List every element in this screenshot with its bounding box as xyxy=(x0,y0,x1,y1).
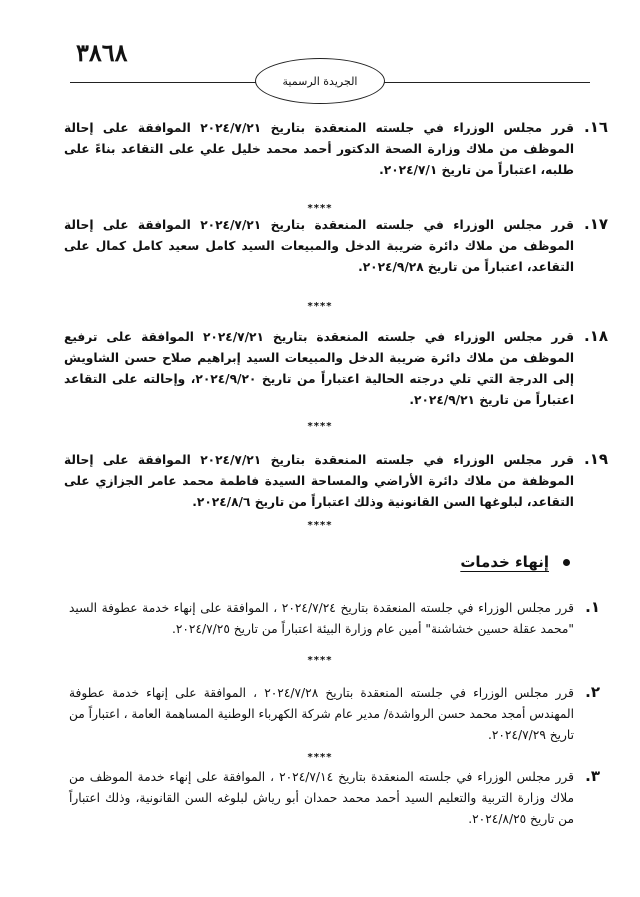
separator: **** xyxy=(307,421,333,432)
termination-text: قرر مجلس الوزراء في جلسته المنعقدة بتاريخ ٢٠٢٤/٧/٢٤ ، الموافقة على إنهاء خدمة عطوفة السيد "محمد عقلة حسين خشاشنة" أمين عام وزارة البيئة اعتباراً من تاريخ ٢٠٢٤/٧/٢٥. xyxy=(69,601,574,636)
decision-text: قرر مجلس الوزراء في جلسته المنعقدة بتاريخ ٢٠٢٤/٧/٢١ الموافقة على إحالة الموظفة من ملاك دائرة الأراضي والمساحة السيدة فاطمة محمد عامر الجزازي على التقاعد، لبلوغها السن القانونية وذلك اعتباراً من تاريخ ٢٠٢٤/٨/٦. xyxy=(64,453,574,509)
termination-text: قرر مجلس الوزراء في جلسته المنعقدة بتاريخ ٢٠٢٤/٧/٢٨ ، الموافقة على إنهاء خدمة عطوفة المهندس أمجد محمد حسن الرواشدة/ مدير عام شركة الكهرباء الوطنية المساهمة العامة ، اعتباراً من تاريخ ٢٠٢٤/٧/٢٩. xyxy=(69,686,574,742)
termination-item xyxy=(69,598,600,640)
section-heading xyxy=(460,553,570,571)
termination-number: ٢. xyxy=(585,683,600,701)
termination-text: قرر مجلس الوزراء في جلسته المنعقدة بتاريخ ٢٠٢٤/٧/١٤ ، الموافقة على إنهاء خدمة الموظف من ملاك وزارة التربية والتعليم السيد أحمد محمد حمدان أبو رياش لبلوغه السن القانونية، وذلك اعتباراً من تاريخ ٢٠٢٤/٨/٢٥. xyxy=(69,770,574,826)
decision-number: ١٩. xyxy=(583,450,608,468)
separator: **** xyxy=(307,655,333,666)
decision-text: قرر مجلس الوزراء في جلسته المنعقدة بتاريخ ٢٠٢٤/٧/٢١ الموافقة على إحالة الموظف من ملاك وزارة الصحة الدكتور أحمد محمد خليل علي على التقاعد بناءً على طلبه، اعتباراً من تاريخ ٢٠٢٤/٧/١. xyxy=(64,121,574,177)
decision-item xyxy=(64,450,608,513)
decision-text: قرر مجلس الوزراء في جلسته المنعقدة بتاريخ ٢٠٢٤/٧/٢١ الموافقة على ترفيع الموظف من ملاك دائرة ضريبة الدخل والمبيعات السيد إبراهيم صلاح حسن الشاويش إلى الدرجة التي تلي درجته الحالية اعتباراً من تاريخ ٢٠٢٤/٩/٢٠، وإحالته على التقاعد اعتباراً من تاريخ ٢٠٢٤/٩/٢١. xyxy=(64,330,574,407)
decision-item xyxy=(64,327,608,411)
bullet-icon xyxy=(563,559,570,566)
section-title: إنهاء خدمات xyxy=(460,553,549,571)
gazette-title-oval xyxy=(255,58,385,104)
termination-number: ٣. xyxy=(585,767,600,785)
separator: **** xyxy=(307,301,333,312)
separator: **** xyxy=(307,520,333,531)
termination-item xyxy=(69,767,600,830)
termination-item xyxy=(69,683,600,746)
separator: **** xyxy=(307,752,333,763)
separator: **** xyxy=(307,203,333,214)
termination-number: ١. xyxy=(585,598,600,616)
decision-item xyxy=(64,215,608,278)
page-number: ٣٨٦٨ xyxy=(76,38,128,67)
decision-number: ١٧. xyxy=(583,215,608,233)
decision-number: ١٦. xyxy=(583,118,608,136)
decision-number: ١٨. xyxy=(583,327,608,345)
decision-item xyxy=(64,118,608,181)
decision-text: قرر مجلس الوزراء في جلسته المنعقدة بتاريخ ٢٠٢٤/٧/٢١ الموافقة على إحالة الموظف من ملاك دائرة ضريبة الدخل والمبيعات السيد كامل سعيد كامل كمال على التقاعد، اعتباراً من تاريخ ٢٠٢٤/٩/٢٨. xyxy=(64,218,574,274)
gazette-title: الجريدة الرسمية xyxy=(282,74,358,88)
